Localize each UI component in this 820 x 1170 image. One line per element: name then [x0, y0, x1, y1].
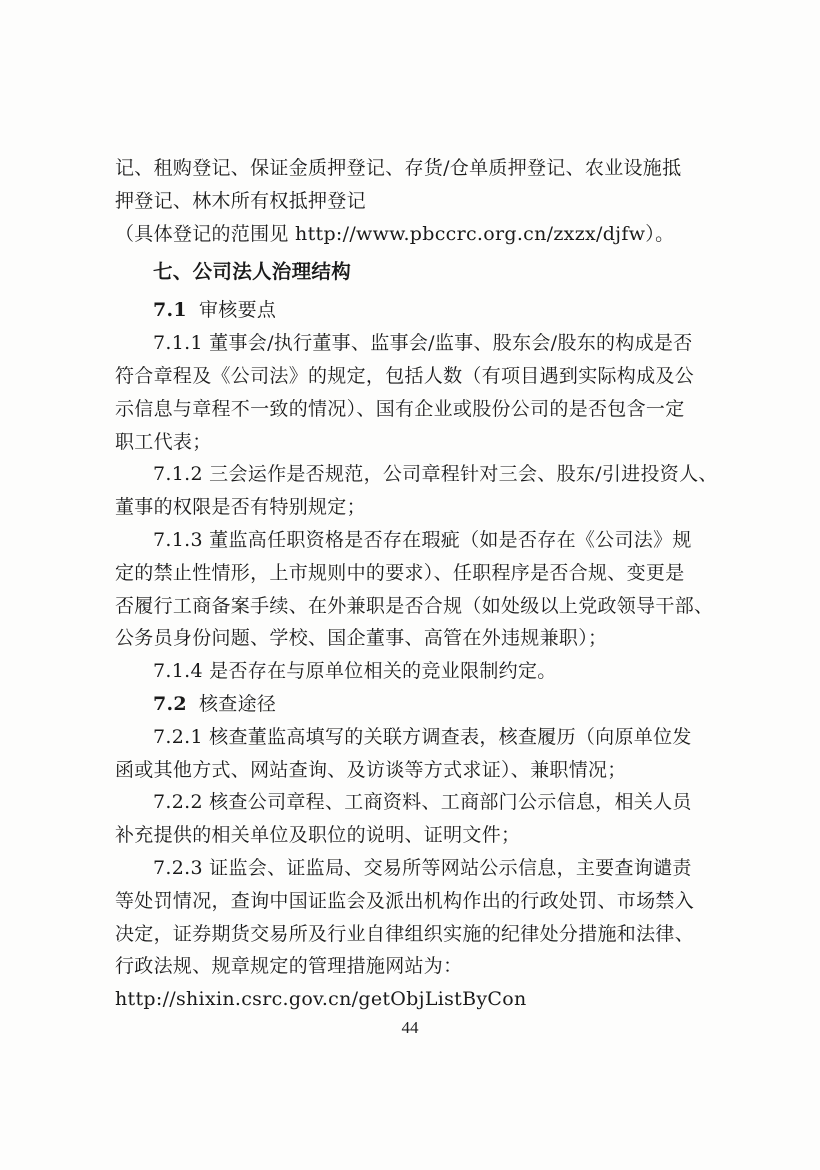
paragraph-line: 7.2.3 证监会、证监局、交易所等网站公示信息，主要查询谴责 — [153, 856, 692, 879]
paragraph-line: 7.1.1 董事会/执行董事、监事会/监事、股东会/股东的构成是否 — [153, 332, 693, 355]
paragraph-7-1-3 — [115, 524, 715, 655]
paragraph-line: 等处罚情况，查询中国证监会及派出机构作出的行政处罚、市场禁入 — [115, 889, 695, 912]
paragraph-line: 定的禁止性情形，上市规则中的要求）、任职程序是否合规、变更是 — [115, 561, 685, 584]
subsection-number: 7.1 — [153, 299, 187, 322]
paragraph-line: 决定，证券期货交易所及行业自律组织实施的纪律处分措施和法律、 — [115, 922, 695, 945]
paragraph-line: 示信息与章程不一致的情况）、国有企业或股份公司的是否包含一定 — [115, 397, 685, 420]
page-body — [115, 152, 718, 1016]
paragraph-7-2-2 — [115, 786, 715, 852]
paragraph-line: 否履行工商备案手续、在外兼职是否合规（如处级以上党政领导干部、 — [115, 594, 714, 617]
paragraph-7-2-3 — [115, 852, 715, 1016]
paragraph-7-1-4 — [115, 655, 715, 688]
paragraph-line: 7.1.2 三会运作是否规范，公司章程针对三会、股东/引进投资人、 — [153, 463, 718, 486]
paragraph-line: 7.1.3 董监高任职资格是否存在瑕疵（如是否存在《公司法》规 — [153, 528, 692, 551]
paragraph-line: 7.2.1 核查董监高填写的关联方调查表，核查履历（向原单位发 — [153, 725, 692, 748]
body-line: 押登记、林木所有权抵押登记 — [115, 189, 366, 212]
subsection-heading-7-2 — [115, 688, 715, 721]
subsection-heading-7-1 — [115, 294, 715, 327]
paragraph-line: 公务员身份问题、学校、国企董事、高管在外违规兼职）； — [115, 627, 608, 650]
paragraph-7-1-1 — [115, 327, 715, 458]
paragraph-line: 7.1.4 是否存在与原单位相关的竞业限制约定。 — [153, 660, 557, 683]
subsection-label: 核查途径 — [198, 692, 277, 715]
url-line: http://shixin.csrc.gov.cn/getObjListByCon — [115, 988, 527, 1011]
paragraph-line: 行政法规、规章规定的管理措施网站为： — [115, 955, 463, 978]
paragraph-line: 符合章程及《公司法》的规定，包括人数（有项目遇到实际构成及公 — [115, 364, 695, 387]
paragraph-line: 补充提供的相关单位及职位的说明、证明文件； — [115, 824, 521, 847]
paragraph-line: 7.2.2 核查公司章程、工商资料、工商部门公示信息，相关人员 — [153, 791, 692, 814]
page-number: 44 — [401, 1018, 419, 1037]
paragraph-line: 职工代表； — [115, 430, 212, 453]
subsection-label: 审核要点 — [198, 299, 277, 322]
subsection-number: 7.2 — [153, 692, 187, 715]
body-line: 记、租购登记、保证金质押登记、存货/仓单质押登记、农业设施抵 — [115, 157, 682, 179]
paragraph-line: 董事的权限是否有特别规定； — [115, 496, 366, 519]
paragraph-line: 函或其他方式、网站查询、及访谈等方式求证）、兼职情况； — [115, 758, 627, 781]
section-heading: 七、公司法人治理结构 — [153, 260, 352, 284]
paragraph-7-1-2 — [115, 458, 718, 524]
body-line: （具体登记的范围见 http://www.pbccrc.org.cn/zxzx/djfw）。 — [115, 222, 675, 245]
paragraph-7-2-1 — [115, 721, 715, 787]
